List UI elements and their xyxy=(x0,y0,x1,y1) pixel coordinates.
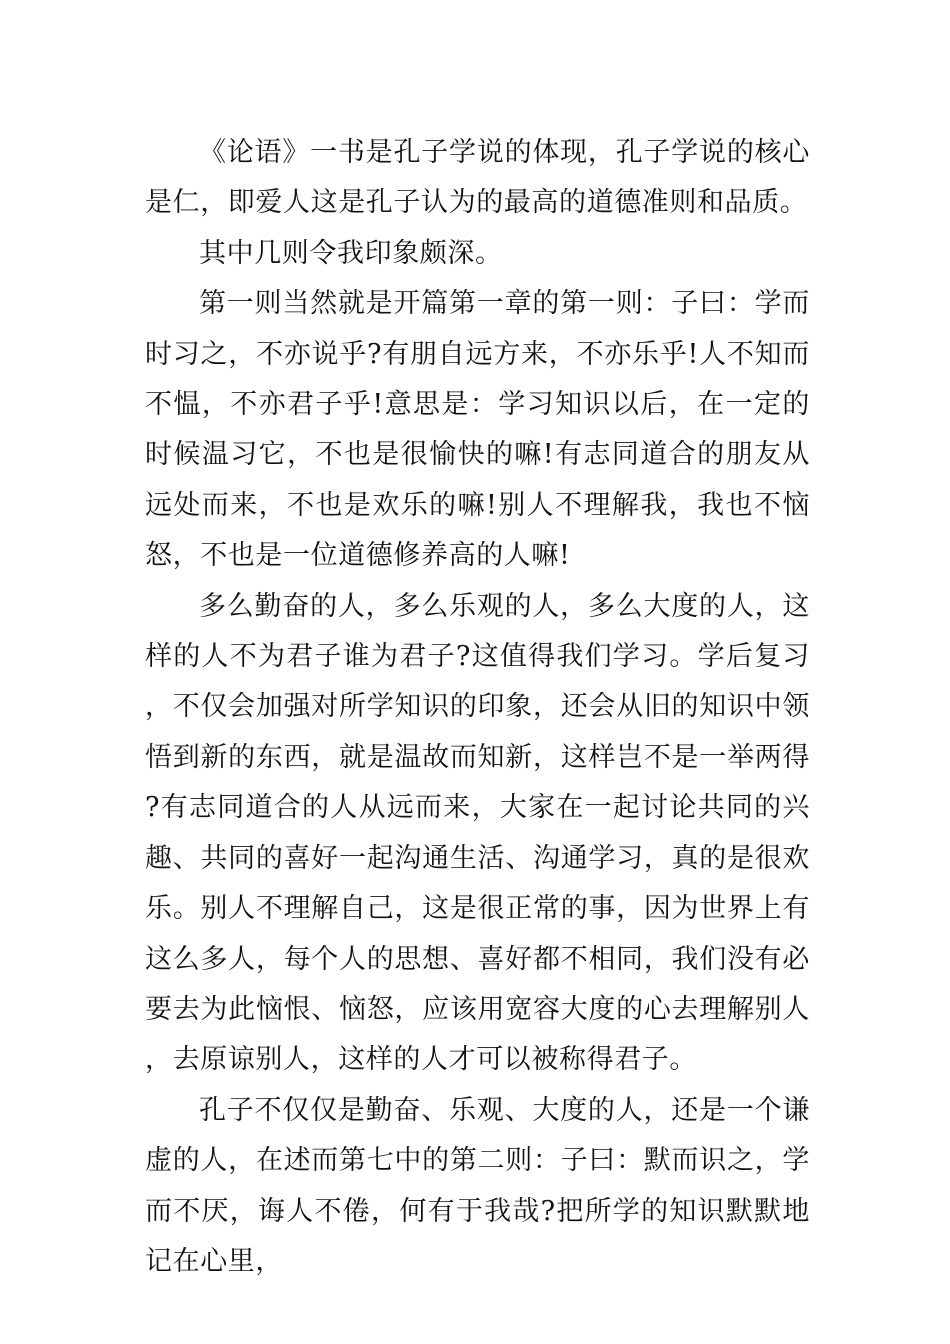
document-body xyxy=(145,128,810,1287)
paragraph-commentary: 多么勤奋的人，多么乐观的人，多么大度的人，这样的人不为君子谁为君子?这值得我们学习。学后复习，不仅会加强对所学知识的印象，还会从旧的知识中领悟到新的东西，就是温故而知新，这样岂不是一举两得?有志同道合的人从远而来，大家在一起讨论共同的兴趣、共同的喜好一起沟通生活、沟通学习，真的是很欢乐。别人不理解自己，这是很正常的事，因为世界上有这么多人，每个人的思想、喜好都不相同，我们没有必要去为此恼恨、恼怒，应该用宽容大度的心去理解别人，去原谅别人，这样的人才可以被称得君子。 xyxy=(145,590,810,1076)
paragraph-impression: 其中几则令我印象颇深。 xyxy=(199,237,503,269)
paragraph-first-quote: 第一则当然就是开篇第一章的第一则：子曰：学而时习之，不亦说乎?有朋自远方来，不亦乐乎!人不知而不愠，不亦君子乎!意思是：学习知识以后，在一定的时候温习它，不也是很愉快的嘛!有志同道合的朋友从远处而来，不也是欢乐的嘛!别人不理解我，我也不恼怒，不也是一位道德修养高的人嘛! xyxy=(145,288,810,572)
paragraph-modesty: 孔子不仅仅是勤奋、乐观、大度的人，还是一个谦虚的人，在述而第七中的第二则：子曰：默而识之，学而不厌，诲人不倦，何有于我哉?把所学的知识默默地记在心里， xyxy=(145,1094,810,1277)
paragraph-intro: 《论语》一书是孔子学说的体现，孔子学说的核心是仁，即爱人这是孔子认为的最高的道德准则和品质。 xyxy=(145,137,810,219)
